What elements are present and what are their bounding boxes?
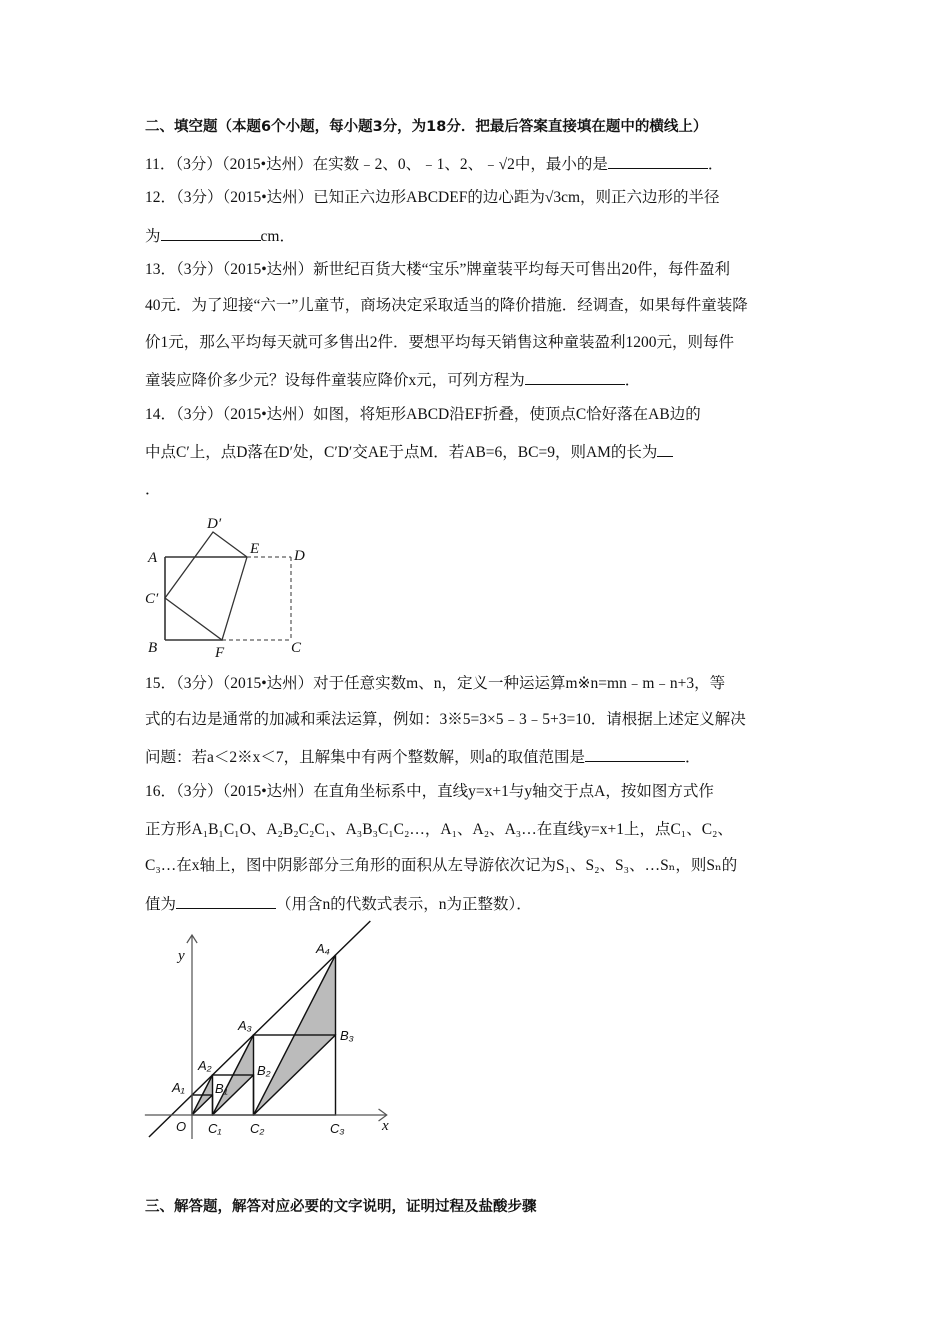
label-B3: B₃ (340, 1028, 354, 1043)
label-A4: A₄ (316, 941, 330, 956)
label-A2: A₂ (198, 1058, 212, 1073)
label-D: D (294, 548, 305, 564)
label-C-prime: C′ (145, 591, 159, 607)
q12-text: 为 (145, 228, 161, 245)
question-13: 13．（3分）（2015•达州）新世纪百货大楼“宝乐”牌童装平均每天可售出20件，每件盈利 (145, 261, 730, 278)
question-14-line3: ． (145, 481, 161, 498)
question-14: 14．（3分）（2015•达州）如图，将矩形ABCD沿EF折叠，使顶点C恰好落在AB边的 (145, 406, 701, 423)
label-O: O (176, 1119, 187, 1134)
question-15: 15．（3分）（2015•达州）对于任意实数m、n，定义一种运运算m※n=mn﹣m﹣n+3，等 (145, 675, 726, 692)
label-E: E (250, 541, 260, 557)
label-B1: B₁ (215, 1081, 228, 1096)
q11-text: 11．（3分）（2015•达州）在实数﹣2、0、﹣1、2、﹣√2中，最小的是 (145, 156, 608, 173)
label-B2: B₂ (257, 1063, 271, 1078)
question-16-line3: C₃…在x轴上，图中阴影部分三角形的面积从左导游依次记为S₁、S₂、S₃、…Sₙ，则Sₙ的 (145, 857, 738, 874)
label-C3: C₃ (330, 1121, 345, 1136)
label-C1: C₁ (208, 1121, 222, 1136)
q15-text: 问题：若a＜2※x＜7，且解集中有两个整数解，则a的取值范围是 (145, 749, 586, 766)
label-F: F (215, 645, 225, 661)
question-12: 12．（3分）（2015•达州）已知正六边形ABCDEF的边心距为√3cm，则正六边形的半径 (145, 189, 720, 206)
label-y: y (178, 948, 185, 964)
label-A3: A₃ (238, 1018, 252, 1033)
q13-end: ． (624, 372, 641, 389)
q15-end: ． (685, 749, 701, 766)
section-3-heading: 三、解答题，解答对应必要的文字说明，证明过程及盐酸步骤 (145, 1199, 537, 1215)
q16-end: （用含n的代数式表示，n为正整数）． (276, 896, 532, 913)
section-2-heading: 二、填空题（本题6个小题，每小题3分，为18分．把最后答案直接填在题中的横线上） (145, 119, 708, 135)
label-C: C (291, 640, 302, 656)
q16-text: 值为 (145, 896, 177, 913)
label-D-prime: D′ (207, 516, 222, 532)
q14-text: 中点C′上，点D落在D′处，C′D′交AE于点M．若AB=6，BC=9，则AM的长为 (145, 444, 658, 461)
question-16: 16．（3分）（2015•达州）在直角坐标系中，直线y=x+1与y轴交于点A，按如图方式作 (145, 783, 714, 800)
label-A1: A₁ (172, 1080, 185, 1095)
label-x: x (382, 1118, 389, 1134)
question-13-line2: 40元．为了迎接“六一”儿童节，商场决定采取适当的降价措施．经调查，如果每件童装降 (145, 297, 748, 314)
label-B: B (148, 640, 158, 656)
question-13-line3: 价1元，那么平均每天就可多售出2件．要想平均每天销售这种童装盈利1200元，则每件 (145, 334, 735, 351)
q11-end: ． (707, 156, 724, 173)
label-C2: C₂ (250, 1121, 265, 1136)
q12-end: cm． (260, 228, 295, 245)
q13-text: 童装应降价多少元？设每件童装应降价x元，可列方程为 (145, 372, 525, 389)
question-16-line2: 正方形A₁B₁C₁O、A₂B₂C₂C₁、A₃B₃C₁C₂…，A₁、A₂、A₃…在直线y=x+1上，点C₁、C₂、 (145, 821, 733, 838)
label-A: A (148, 550, 158, 566)
question-15-line2: 式的右边是通常的加减和乘法运算，例如：3※5=3×5﹣3﹣5+3=10．请根据上述定义解决 (145, 711, 746, 728)
